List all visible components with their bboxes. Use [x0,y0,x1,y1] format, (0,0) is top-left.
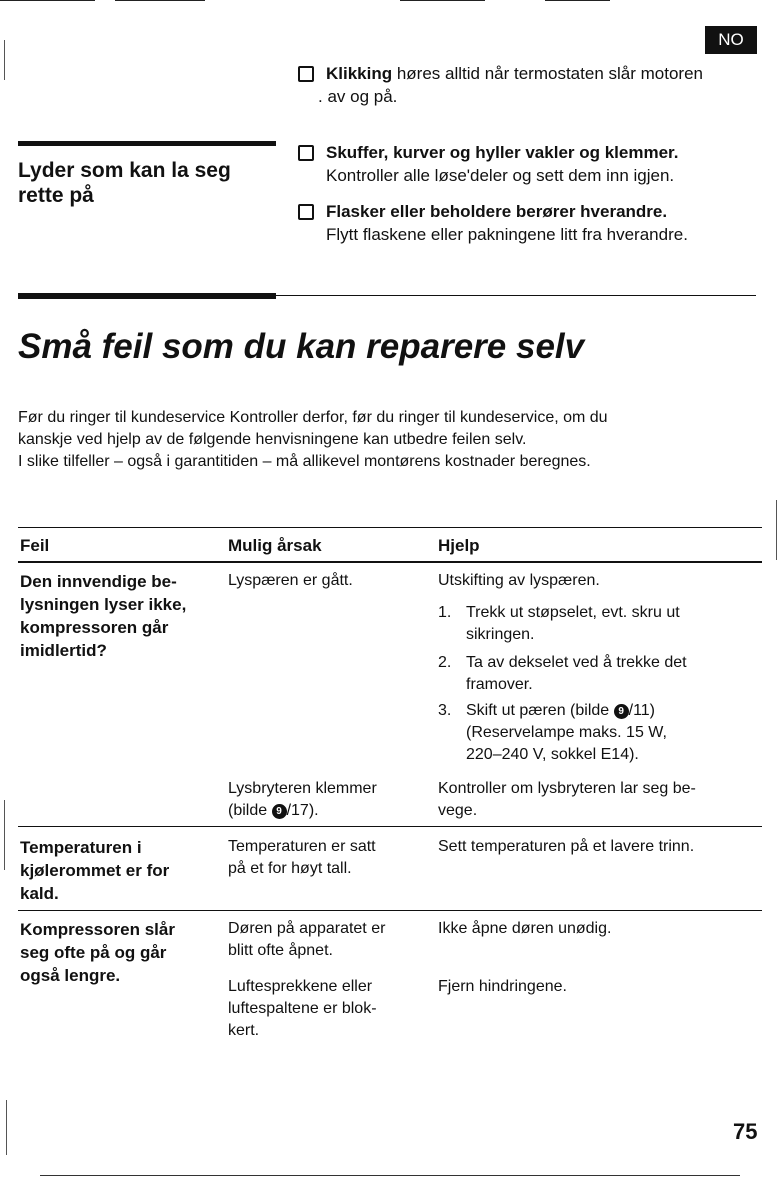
help-cell: Ikke åpne døren unødig. [438,920,612,937]
figure-badge: 9 [614,704,629,719]
scan-edge-line [545,0,610,1]
fault-cell [20,836,220,905]
cause-line: Døren på apparatet er [228,920,386,937]
cause-line: kert. [228,1022,260,1039]
intro-paragraph [18,407,753,473]
column-header-fault: Feil [20,536,50,555]
step-line: 220–240 V, sokkel E14). [466,746,639,763]
section-rule-thin [276,295,756,296]
scan-edge-line [115,0,205,1]
cause-text-post: /17). [286,802,319,819]
step-line: sikringen. [466,626,535,643]
note-title: Flasker eller beholdere berører hverandre. [326,202,668,221]
scan-edge-line [400,0,485,1]
cause-cell [228,976,377,1042]
side-heading: Lyder som kan la seg rette på [18,159,231,207]
step-number: 2. [438,654,452,671]
column-header-help: Hjelp [438,536,480,555]
note-title: Klikking [326,64,393,83]
fault-line: kompressoren går [20,618,169,637]
help-line: Kontroller om lysbryteren lar seg be- [438,780,696,797]
column-header-cause: Mulig årsak [228,536,322,555]
step-line: Ta av dekselet ved å trekke det [466,654,687,671]
step-line: (Reservelampe maks. 15 W, [466,724,667,741]
page-title: Små feil som du kan reparere selv [18,327,585,366]
cause-line: luftespaltene er blok- [228,1000,377,1017]
step-number: 3. [438,702,452,719]
step-line: framover. [466,676,533,693]
scan-edge-line [6,1100,7,1155]
bottom-edge-line [40,1175,740,1176]
fault-cell [20,570,220,662]
step-text-pre: Skift ut pæren (bilde [466,702,614,719]
table-row-divider [18,826,762,827]
scan-edge-line [4,40,5,80]
table-row-divider [18,910,762,911]
language-badge: NO [705,26,757,54]
figure-badge: 9 [272,804,287,819]
note-text: høres alltid når termostaten slår motoren [392,64,703,83]
note-text-continued: . av og på. [318,87,398,106]
step-text-post: /11) [628,702,656,719]
cause-line: Luftesprekkene eller [228,978,373,995]
step-line [466,700,667,722]
section-rule-thick [18,293,276,299]
scan-edge-line [776,500,777,560]
fault-line: også lengre. [20,966,121,985]
fault-line: kald. [20,884,59,903]
note-clicking [326,62,756,85]
step-line: Trekk ut støpselet, evt. skru ut [466,604,680,621]
checkbox-icon [298,66,314,82]
note-title: Skuffer, kurver og hyller vakler og klemmer. [326,143,679,162]
fault-line: Temperaturen i [20,838,142,857]
cause-text-pre: (bilde [228,802,272,819]
step-text [466,652,687,696]
cause-line: på et for høyt tall. [228,860,352,877]
cause-cell [228,778,377,822]
checkbox-icon [298,145,314,161]
cause-line: Temperaturen er satt [228,838,376,855]
intro-line: kanskje ved hjelp av de følgende henvisningene kan utbedre feilen selv. [18,431,527,448]
cause-line [228,800,377,822]
fault-line: lysningen lyser ikke, [20,595,187,614]
note-drawers [326,141,756,187]
cause-line: blitt ofte åpnet. [228,942,333,959]
fault-line: Den innvendige be- [20,572,177,591]
cause-cell: Lyspæren er gått. [228,572,353,589]
help-line: vege. [438,802,478,819]
table-top-rule [18,527,762,528]
page-number: 75 [733,1119,758,1144]
fault-line: seg ofte på og går [20,943,167,962]
intro-line: Før du ringer til kundeservice Kontroller derfor, før du ringer til kundeservice, om du [18,409,608,426]
help-cell [438,778,696,822]
cause-cell [228,836,376,880]
step-text [466,602,680,646]
note-text: Flytt flaskene eller pakningene litt fra hverandre. [326,225,688,244]
scan-edge-line [0,0,95,1]
fault-cell [20,918,220,987]
fault-line: kjølerommet er for [20,861,170,880]
step-number: 1. [438,604,452,621]
note-bottles [326,200,756,246]
help-cell: Sett temperaturen på et lavere trinn. [438,838,695,855]
intro-line: I slike tilfeller – også i garantitiden – må allikevel montørens kostnader beregnes. [18,453,591,470]
checkbox-icon [298,204,314,220]
table-header-rule [18,561,762,563]
heading-rule [18,141,276,146]
note-text: Kontroller alle løse'deler og sett dem inn igjen. [326,166,675,185]
help-cell: Utskifting av lyspæren. [438,572,600,589]
cause-cell [228,918,385,962]
step-text [466,700,667,766]
fault-line: imidlertid? [20,641,107,660]
cause-line: Lysbryteren klemmer [228,780,377,797]
fault-line: Kompressoren slår [20,920,175,939]
scan-edge-line [4,800,5,870]
help-cell: Fjern hindringene. [438,978,567,995]
